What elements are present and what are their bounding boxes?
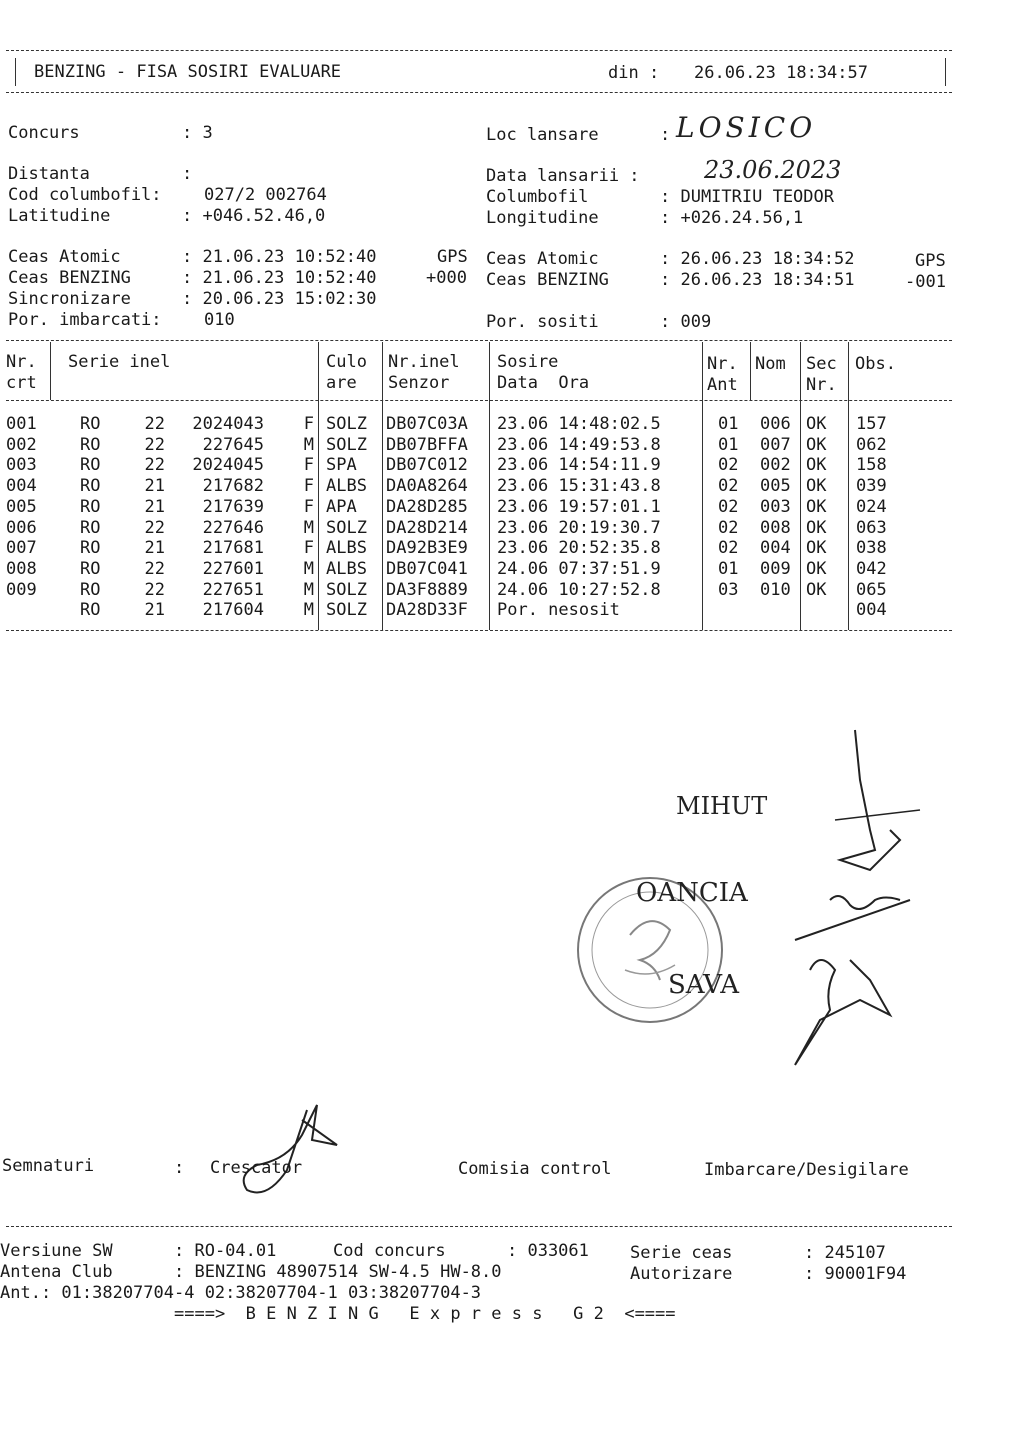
cell-nom: 010 [760,579,791,600]
cell-sec: OK [806,434,827,455]
cell-nom: 004 [760,538,791,559]
cell-sex: F [303,455,314,476]
cell-ant: 02 [718,496,739,517]
cell-obs: 063 [856,517,887,538]
brand-line: ====> B E N Z I N G E x p r e s s G 2 <==== [174,1304,676,1324]
cell-ant: 01 [718,558,739,579]
cell-culoare: APA [326,496,357,517]
antene-line: Ant.: 01:38207704-4 02:38207704-1 03:38207704-3 [0,1283,482,1303]
cell-culoare: ALBS [326,538,367,559]
porumbei-sositi-value: : 009 [660,312,712,332]
table-header-separator [6,400,952,401]
cell-nr: 001 [6,414,37,434]
cell-sex: F [303,496,314,517]
cell-tara: RO [80,600,101,621]
header-sec: Sec [806,354,837,374]
cell-sosire: 23.06 14:48:02.5 [497,414,661,434]
cell-nr: 007 [6,538,37,559]
cell-sosire: 24.06 10:27:52.8 [497,579,661,600]
cell-sec: OK [806,517,827,538]
signature-name-3: SAVA [668,970,740,1000]
cell-sex: F [303,414,314,434]
cell-inel: 217682 [202,476,264,497]
header-crt: crt [6,373,37,393]
ceas-atomic-start-value: : 21.06.23 10:52:40 [182,247,377,267]
cell-inel: 2024043 [192,414,264,434]
cell-nr: 009 [6,579,37,600]
cell-inel: 227645 [202,434,264,455]
cell-culoare: SOLZ [326,600,367,621]
sincronizare-value: : 20.06.23 15:02:30 [182,289,377,309]
cell-inel: 217681 [202,538,264,559]
cell-nr: 005 [6,496,37,517]
cell-sosire: 23.06 14:49:53.8 [497,434,661,455]
cell-tara: RO [80,455,101,476]
cell-culoare: SPA [326,455,357,476]
cell-an: 22 [144,517,165,538]
cell-sec: OK [806,414,827,434]
sincronizare-label: Sincronizare [8,289,131,309]
latitudine-label: Latitudine [8,206,111,226]
cod-columbofil-value: 027/2 002764 [204,185,327,205]
cell-sex: M [303,558,314,579]
cell-nr: 004 [6,476,37,497]
header-bottom-border [6,92,952,93]
cell-senzor: DB07C041 [386,558,468,579]
versiune-sw-value: : RO-04.01 [174,1241,277,1261]
cell-sosire: 23.06 20:19:30.7 [497,517,661,538]
cell-inel: 227601 [202,558,264,579]
cell-senzor: DA28D285 [386,496,468,517]
cell-obs: 039 [856,476,887,497]
cell-tara: RO [80,434,101,455]
ceas-benzing-start-suffix: +000 [426,268,467,288]
cell-nom: 007 [760,434,791,455]
autorizare-label: Autorizare [630,1264,733,1284]
table-row [0,538,1024,558]
cell-tara: RO [80,476,101,497]
document-title: BENZING - FISA SOSIRI EVALUARE [34,62,342,82]
table-row [0,435,1024,455]
cell-nr: 003 [6,455,37,476]
cell-ant: 02 [718,455,739,476]
cell-sec: OK [806,455,827,476]
table-row [0,580,1024,600]
cell-sex: F [303,538,314,559]
header-data-ora: Data Ora [497,373,590,393]
header-nom: Nom [755,354,786,374]
columbofil-label: Columbofil [486,187,589,207]
serie-ceas-label: Serie ceas [630,1243,733,1263]
loc-lansare-colon: : [660,125,671,145]
cell-culoare: ALBS [326,558,367,579]
cell-an: 21 [144,476,165,497]
cod-concurs-value: : 033061 [507,1241,589,1261]
cell-senzor: DB07BFFA [386,434,468,455]
signature-name-2: OANCIA [636,878,748,908]
cell-sec: OK [806,538,827,559]
cell-obs: 065 [856,579,887,600]
cell-obs: 158 [856,455,887,476]
cell-sex: M [303,517,314,538]
cell-an: 22 [144,434,165,455]
cell-culoare: SOLZ [326,434,367,455]
cell-ant: 01 [718,414,739,434]
cell-obs: 062 [856,434,887,455]
ceas-benzing-start-label: Ceas BENZING [8,268,131,288]
cell-sec: OK [806,558,827,579]
table-row [0,476,1024,496]
cell-sec: OK [806,476,827,497]
cell-nom: 009 [760,558,791,579]
table-row [0,518,1024,538]
cell-tara: RO [80,517,101,538]
ceas-atomic-end-suffix: GPS [915,251,946,271]
header-left-border [15,58,16,86]
distanta-value: : [182,164,193,184]
cell-ant: 02 [718,476,739,497]
cell-senzor: DA92B3E9 [386,538,468,559]
din-value: 26.06.23 18:34:57 [694,63,868,83]
cell-an: 21 [144,496,165,517]
header-right-border [945,58,946,86]
cell-inel: 217604 [202,600,264,621]
header-senzor: Senzor [388,373,450,393]
cell-sosire: 23.06 19:57:01.1 [497,496,661,517]
cell-culoare: ALBS [326,476,367,497]
cell-nom: 008 [760,517,791,538]
cell-obs: 042 [856,558,887,579]
concurs-label: Concurs [8,123,80,143]
cod-concurs-label: Cod concurs [333,1241,446,1261]
table-row [0,559,1024,579]
cell-an: 22 [144,558,165,579]
cell-senzor: DA3F8889 [386,579,468,600]
cell-ant: 01 [718,434,739,455]
cell-ant: 02 [718,538,739,559]
table-row [0,455,1024,475]
cell-sex: M [303,579,314,600]
cell-an: 22 [144,414,165,434]
cell-ant: 03 [718,579,739,600]
table-row [0,414,1024,434]
cell-culoare: SOLZ [326,517,367,538]
cell-obs: 157 [856,414,887,434]
header-nr-ant: Nr. [707,354,738,374]
columbofil-value: : DUMITRIU TEODOR [660,187,834,207]
cell-an: 21 [144,538,165,559]
ceas-atomic-start-suffix: GPS [437,247,468,267]
header-culoare-2: are [326,373,357,393]
header-obs: Obs. [855,354,896,374]
cell-nom: 006 [760,414,791,434]
cell-sosire: Por. nesosit [497,600,620,621]
serie-ceas-value: : 245107 [804,1243,886,1263]
cell-obs: 038 [856,538,887,559]
data-lansarii-label: Data lansarii : [486,166,640,186]
cell-tara: RO [80,496,101,517]
cell-nr: 002 [6,434,37,455]
cell-inel: 227651 [202,579,264,600]
longitudine-label: Longitudine [486,208,599,228]
versiune-sw-label: Versiune SW [0,1241,113,1261]
table-row [0,600,1024,620]
cell-senzor: DA28D214 [386,517,468,538]
cell-an: 22 [144,579,165,600]
loc-lansare-handwritten: LOSICO [676,111,817,144]
cell-an: 22 [144,455,165,476]
imbarcare-desigilare-label: Imbarcare/Desigilare [704,1160,909,1180]
semnaturi-colon: : [174,1158,185,1178]
cell-sosire: 23.06 15:31:43.8 [497,476,661,497]
cell-senzor: DB07C012 [386,455,468,476]
ceas-benzing-end-value: : 26.06.23 18:34:51 [660,270,855,290]
signature-stamp-area [570,720,960,1080]
cell-senzor: DA0A8264 [386,476,468,497]
cell-inel: 217639 [202,496,264,517]
header-ant: Ant [707,375,738,395]
cell-nr: 008 [6,558,37,579]
cell-tara: RO [80,538,101,559]
crescator-signature [232,1100,352,1210]
cell-sosire: 23.06 14:54:11.9 [497,455,661,476]
header-sosire: Sosire [497,352,559,372]
porumbei-sositi-label: Por. sositi [486,312,599,332]
cell-sex: M [303,600,314,621]
header-culoare-1: Culo [326,352,367,372]
header-serie-inel: Serie inel [68,352,171,372]
latitudine-value: : +046.52.46,0 [182,206,326,226]
loc-lansare-label: Loc lansare [486,125,599,145]
ceas-atomic-end-value: : 26.06.23 18:34:52 [660,249,855,269]
comisia-control-label: Comisia control [458,1159,612,1179]
antena-club-label: Antena Club [0,1262,113,1282]
header-sec-nr: Nr. [806,375,837,395]
cell-sec: OK [806,579,827,600]
cell-inel: 2024045 [192,455,264,476]
cell-sosire: 24.06 07:37:51.9 [497,558,661,579]
cell-inel: 227646 [202,517,264,538]
col-divider-nr [50,342,51,400]
porumbei-imbarcati-label: Por. imbarcati: [8,310,162,330]
cell-sex: M [303,434,314,455]
data-lansarii-handwritten: 23.06.2023 [704,156,842,184]
cell-nom: 002 [760,455,791,476]
cell-tara: RO [80,579,101,600]
concurs-value: : 3 [182,123,213,143]
cell-obs: 004 [856,600,887,621]
table-top-border [6,340,952,341]
ceas-benzing-end-label: Ceas BENZING [486,270,609,290]
signature-name-1: MIHUT [676,792,768,820]
cell-nom: 003 [760,496,791,517]
cell-senzor: DB07C03A [386,414,468,434]
cell-culoare: SOLZ [326,414,367,434]
crescator-label: Crescator [210,1158,303,1178]
distanta-label: Distanta [8,164,90,184]
cell-culoare: SOLZ [326,579,367,600]
porumbei-imbarcati-value: 010 [204,310,235,330]
cell-ant: 02 [718,517,739,538]
cell-nr: 006 [6,517,37,538]
cell-sosire: 23.06 20:52:35.8 [497,538,661,559]
autorizare-value: : 90001F94 [804,1264,907,1284]
footer-separator [6,1226,952,1227]
semnaturi-label: Semnaturi [2,1156,95,1176]
cod-columbofil-label: Cod columbofil: [8,185,162,205]
header-nr-inel: Nr.inel [388,352,460,372]
cell-tara: RO [80,414,101,434]
cell-an: 21 [144,600,165,621]
cell-nom: 005 [760,476,791,497]
header-top-border [6,50,952,51]
din-label: din : [608,63,660,83]
longitudine-value: : +026.24.56,1 [660,208,804,228]
header-nr: Nr. [6,352,37,372]
col-divider-ant [750,342,751,400]
ceas-benzing-end-suffix: -001 [905,272,946,292]
cell-sec: OK [806,496,827,517]
antena-club-value: : BENZING 48907514 SW-4.5 HW-8.0 [174,1262,502,1282]
cell-senzor: DA28D33F [386,600,468,621]
cell-sex: F [303,476,314,497]
table-row [0,497,1024,517]
ceas-atomic-start-label: Ceas Atomic [8,247,121,267]
ceas-benzing-start-value: : 21.06.23 10:52:40 [182,268,377,288]
ceas-atomic-end-label: Ceas Atomic [486,249,599,269]
cell-obs: 024 [856,496,887,517]
cell-tara: RO [80,558,101,579]
table-bottom-border [6,630,952,631]
